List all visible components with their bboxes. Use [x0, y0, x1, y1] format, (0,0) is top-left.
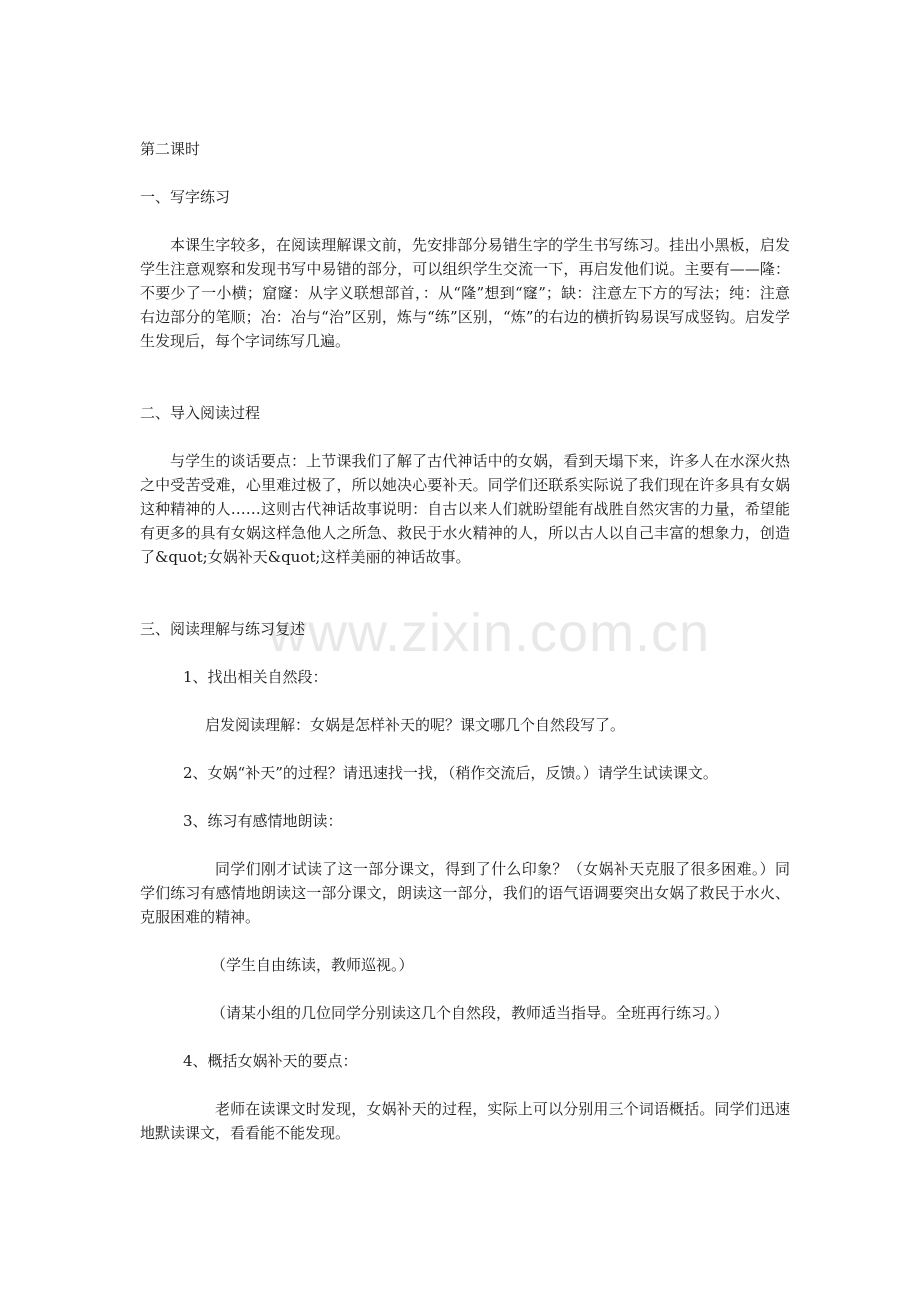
section-3-heading: 三、阅读理解与练习复述 [140, 620, 306, 638]
section-1-heading: 一、写字练习 [140, 188, 231, 206]
item-3-body: 同学们刚才试读了这一部分课文，得到了什么印象？（女娲补天克服了很多困难。）同学们练习有感情地朗读这一部分课文，朗读这一部分，我们的语气语调要突出女娲了救民于水火、克服困难的精神。 [140, 860, 790, 926]
lesson-title: 第二课时 [140, 140, 201, 158]
watermark: www.zixin.com.cn [268, 603, 711, 663]
section-1-body: 本课生字较多，在阅读理解课文前，先安排部分易错生字的学生书写练习。挂出小黑板，启发学生注意观察和发现书写中易错的部分，可以组织学生交流一下，再启发他们说。主要有——隆：不要少了一小横；窟窿：从字义联想部首，：从“隆”想到“窿”；缺：注意左下方的写法；纯：注意右边部分的笔顺；冶：冶与“治”区别，炼与“练”区别，“炼”的右边的横折钩易误写成竖钩。启发学生发现后，每个字词练写几遍。 [140, 236, 790, 350]
item-3-note-2: （请某小组的几位同学分别读这几个自然段，教师适当指导。全班再行练习。） [211, 1004, 729, 1022]
item-2-title: 2、女娲“补天”的过程？请迅速找一找，（稍作交流后，反馈。）请学生试读课文。 [183, 764, 718, 782]
item-1-title: 1、找出相关自然段： [183, 668, 328, 686]
item-4-title: 4、概括女娲补天的要点： [183, 1052, 358, 1070]
item-3-note-1: （学生自由练读，教师巡视。） [211, 956, 414, 974]
section-2-body: 与学生的谈话要点：上节课我们了解了古代神话中的女娲，看到天塌下来，许多人在水深火热之中受苦受难，心里难过极了，所以她决心要补天。同学们还联系实际说了我们现在许多具有女娲这种精神的人……这则古代神话故事说明：自古以来人们就盼望能有战胜自然灾害的力量，希望能有更多的具有女娲这样急他人之所急、救民于水火精神的人，所以古人以自己丰富的想象力，创造了&quot;女娲补天&quot;这样美丽的神话故事。 [140, 452, 790, 566]
section-2-heading: 二、导入阅读过程 [140, 404, 261, 422]
item-3-title: 3、练习有感情地朗读： [183, 812, 343, 830]
item-1-body: 启发阅读理解：女娲是怎样补天的呢？课文哪几个自然段写了。 [205, 716, 626, 734]
item-4-body: 老师在读课文时发现，女娲补天的过程，实际上可以分别用三个词语概括。同学们迅速地默读课文，看看能不能发现。 [140, 1100, 790, 1142]
